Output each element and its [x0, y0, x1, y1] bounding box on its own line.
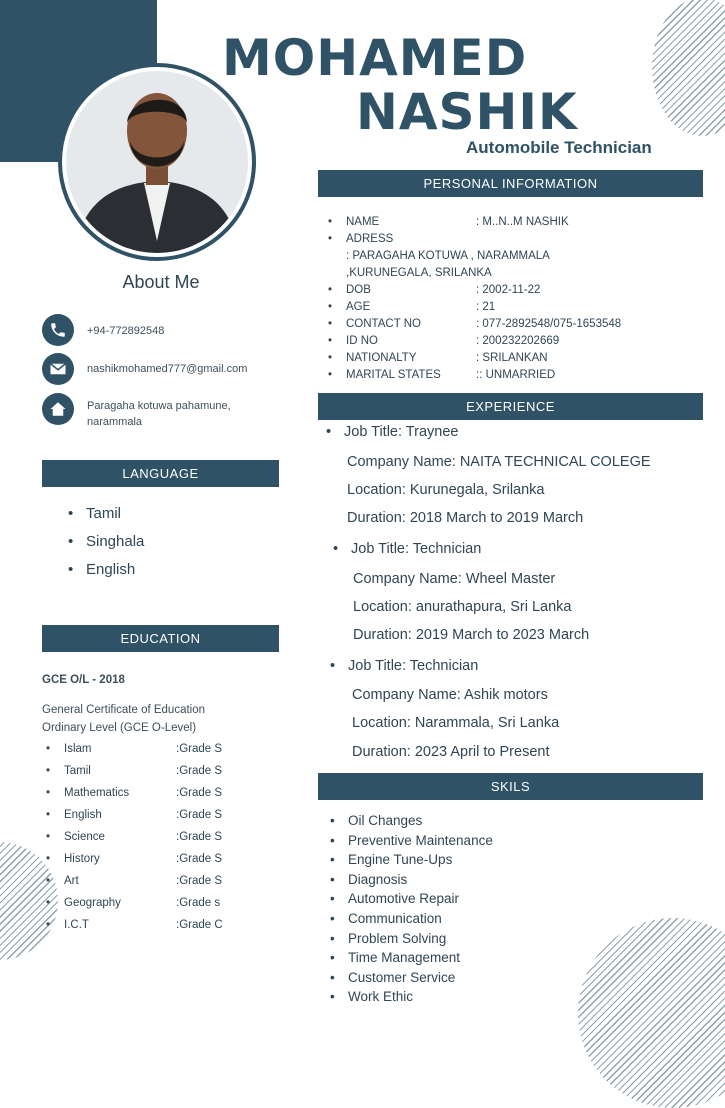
list-item: • Job Title: Traynee	[326, 424, 458, 440]
last-name: NASHIK	[356, 83, 578, 141]
job-title-2	[333, 541, 481, 557]
subject-grade: :Grade S	[176, 875, 223, 887]
hatch-circle-top-right	[652, 0, 725, 136]
language-list	[68, 500, 144, 584]
info-value: : SRILANKAN	[476, 352, 548, 364]
list-item: • Preventive Maintenance	[330, 831, 493, 851]
language-heading: LANGUAGE	[42, 460, 279, 487]
list-item	[328, 299, 713, 316]
skills-list	[330, 811, 493, 1007]
hatch-circle-bottom-right	[578, 918, 725, 1108]
email-text[interactable]: nashikmohamed777@gmail.com	[87, 363, 248, 375]
list-item	[328, 231, 713, 282]
list-item: • Time Management	[330, 948, 493, 968]
job-title: Automobile Technician	[466, 138, 652, 157]
job-duration-2: Duration: 2019 March to 2023 March	[353, 627, 590, 643]
subject-name: Art	[64, 875, 79, 887]
list-item: • Engine Tune-Ups	[330, 850, 493, 870]
info-value: : 200232202669	[476, 335, 560, 347]
list-item: • Singhala	[68, 528, 144, 556]
list-item: • Job Title: Technician	[333, 541, 481, 557]
info-key: NAME	[346, 216, 380, 228]
education-desc-line1: General Certificate of Education	[42, 704, 206, 716]
list-item	[328, 350, 713, 367]
subject-grade: :Grade S	[176, 809, 223, 821]
profile-photo-illustration	[66, 71, 248, 253]
list-item	[46, 914, 276, 936]
list-item	[328, 333, 713, 350]
list-item: • Oil Changes	[330, 811, 493, 831]
list-item	[46, 760, 276, 782]
info-key: MARITAL STATES	[346, 369, 441, 381]
list-item	[46, 892, 276, 914]
about-heading: About Me	[122, 272, 200, 292]
envelope-icon	[42, 353, 74, 385]
list-item	[46, 804, 276, 826]
list-item	[46, 782, 276, 804]
list-item	[46, 826, 276, 848]
list-item: • Communication	[330, 909, 493, 929]
info-value: : 077-2892548/075-1653548	[476, 318, 622, 330]
list-item	[46, 870, 276, 892]
job-location-1: Location: Kurunegala, Srilanka	[347, 482, 545, 498]
subject-grade: :Grade s	[176, 897, 221, 909]
list-item	[46, 848, 276, 870]
job-duration-3: Duration: 2023 April to Present	[352, 744, 550, 760]
education-desc-line2: Ordinary Level (GCE O-Level)	[42, 722, 197, 734]
info-value: : M..N..M NASHIK	[476, 216, 569, 228]
subject-grade: :Grade S	[176, 765, 223, 777]
list-item: • Tamil	[68, 500, 144, 528]
list-item: • Work Ethic	[330, 987, 493, 1007]
list-item	[328, 367, 713, 384]
subject-name: English	[64, 809, 102, 821]
job-duration-1: Duration: 2018 March to 2019 March	[347, 510, 584, 526]
job-title-1	[326, 424, 458, 440]
job-location-3: Location: Narammala, Sri Lanka	[352, 715, 560, 731]
education-exam: GCE O/L - 2018	[42, 674, 125, 686]
subject-grade: :Grade S	[176, 787, 223, 799]
info-key: ADRESS	[346, 233, 394, 245]
list-item: • Customer Service	[330, 968, 493, 988]
home-icon	[42, 393, 74, 425]
personal-info-heading: PERSONAL INFORMATION	[318, 170, 703, 197]
subject-name: Geography	[64, 897, 121, 909]
job-title-3	[330, 658, 478, 674]
list-item	[328, 214, 713, 231]
info-value: : 21	[476, 301, 496, 313]
subject-name: Science	[64, 831, 105, 843]
subject-name: I.C.T	[64, 919, 89, 931]
subject-grade: :Grade S	[176, 831, 223, 843]
list-item: • Job Title: Technician	[330, 658, 478, 674]
info-value: : 2002-11-22	[476, 284, 541, 296]
list-item	[328, 316, 713, 333]
info-key: DOB	[346, 284, 371, 296]
subject-name: Mathematics	[64, 787, 130, 799]
job-location-2: Location: anurathapura, Sri Lanka	[353, 599, 572, 615]
list-item: • Diagnosis	[330, 870, 493, 890]
experience-heading: EXPERIENCE	[318, 393, 703, 420]
subject-name: Islam	[64, 743, 92, 755]
info-key: AGE	[346, 301, 371, 313]
phone-icon	[42, 314, 74, 346]
subject-grade: :Grade S	[176, 743, 223, 755]
job-company-1: Company Name: NAITA TECHNICAL COLEGE	[347, 454, 651, 470]
subject-name: Tamil	[64, 765, 91, 777]
job-company-3: Company Name: Ashik motors	[352, 687, 548, 703]
subject-grade: :Grade C	[176, 919, 223, 931]
phone-text: +94-772892548	[87, 325, 165, 337]
info-key: CONTACT NO	[346, 318, 421, 330]
education-subject-list	[46, 738, 276, 936]
education-heading: EDUCATION	[42, 625, 279, 652]
info-key: NATIONALTY	[346, 352, 417, 364]
job-company-2: Company Name: Wheel Master	[353, 571, 556, 587]
list-item: • Automotive Repair	[330, 889, 493, 909]
subject-grade: :Grade S	[176, 853, 223, 865]
subject-name: History	[64, 853, 100, 865]
info-value: : PARAGAHA KOTUWA , NARAMMALA ,KURUNEGALA, SRILANKA	[346, 250, 550, 279]
first-name: MOHAMED	[222, 29, 528, 87]
list-item	[46, 738, 276, 760]
list-item: • English	[68, 556, 144, 584]
personal-info-list	[328, 214, 713, 384]
skills-heading: SKILS	[318, 773, 703, 800]
list-item	[328, 282, 713, 299]
address-text: Paragaha kotuwa pahamune, narammala	[87, 400, 231, 428]
info-key: ID NO	[346, 335, 378, 347]
list-item: • Problem Solving	[330, 929, 493, 949]
profile-photo	[58, 63, 256, 261]
info-value: :: UNMARRIED	[476, 369, 556, 381]
